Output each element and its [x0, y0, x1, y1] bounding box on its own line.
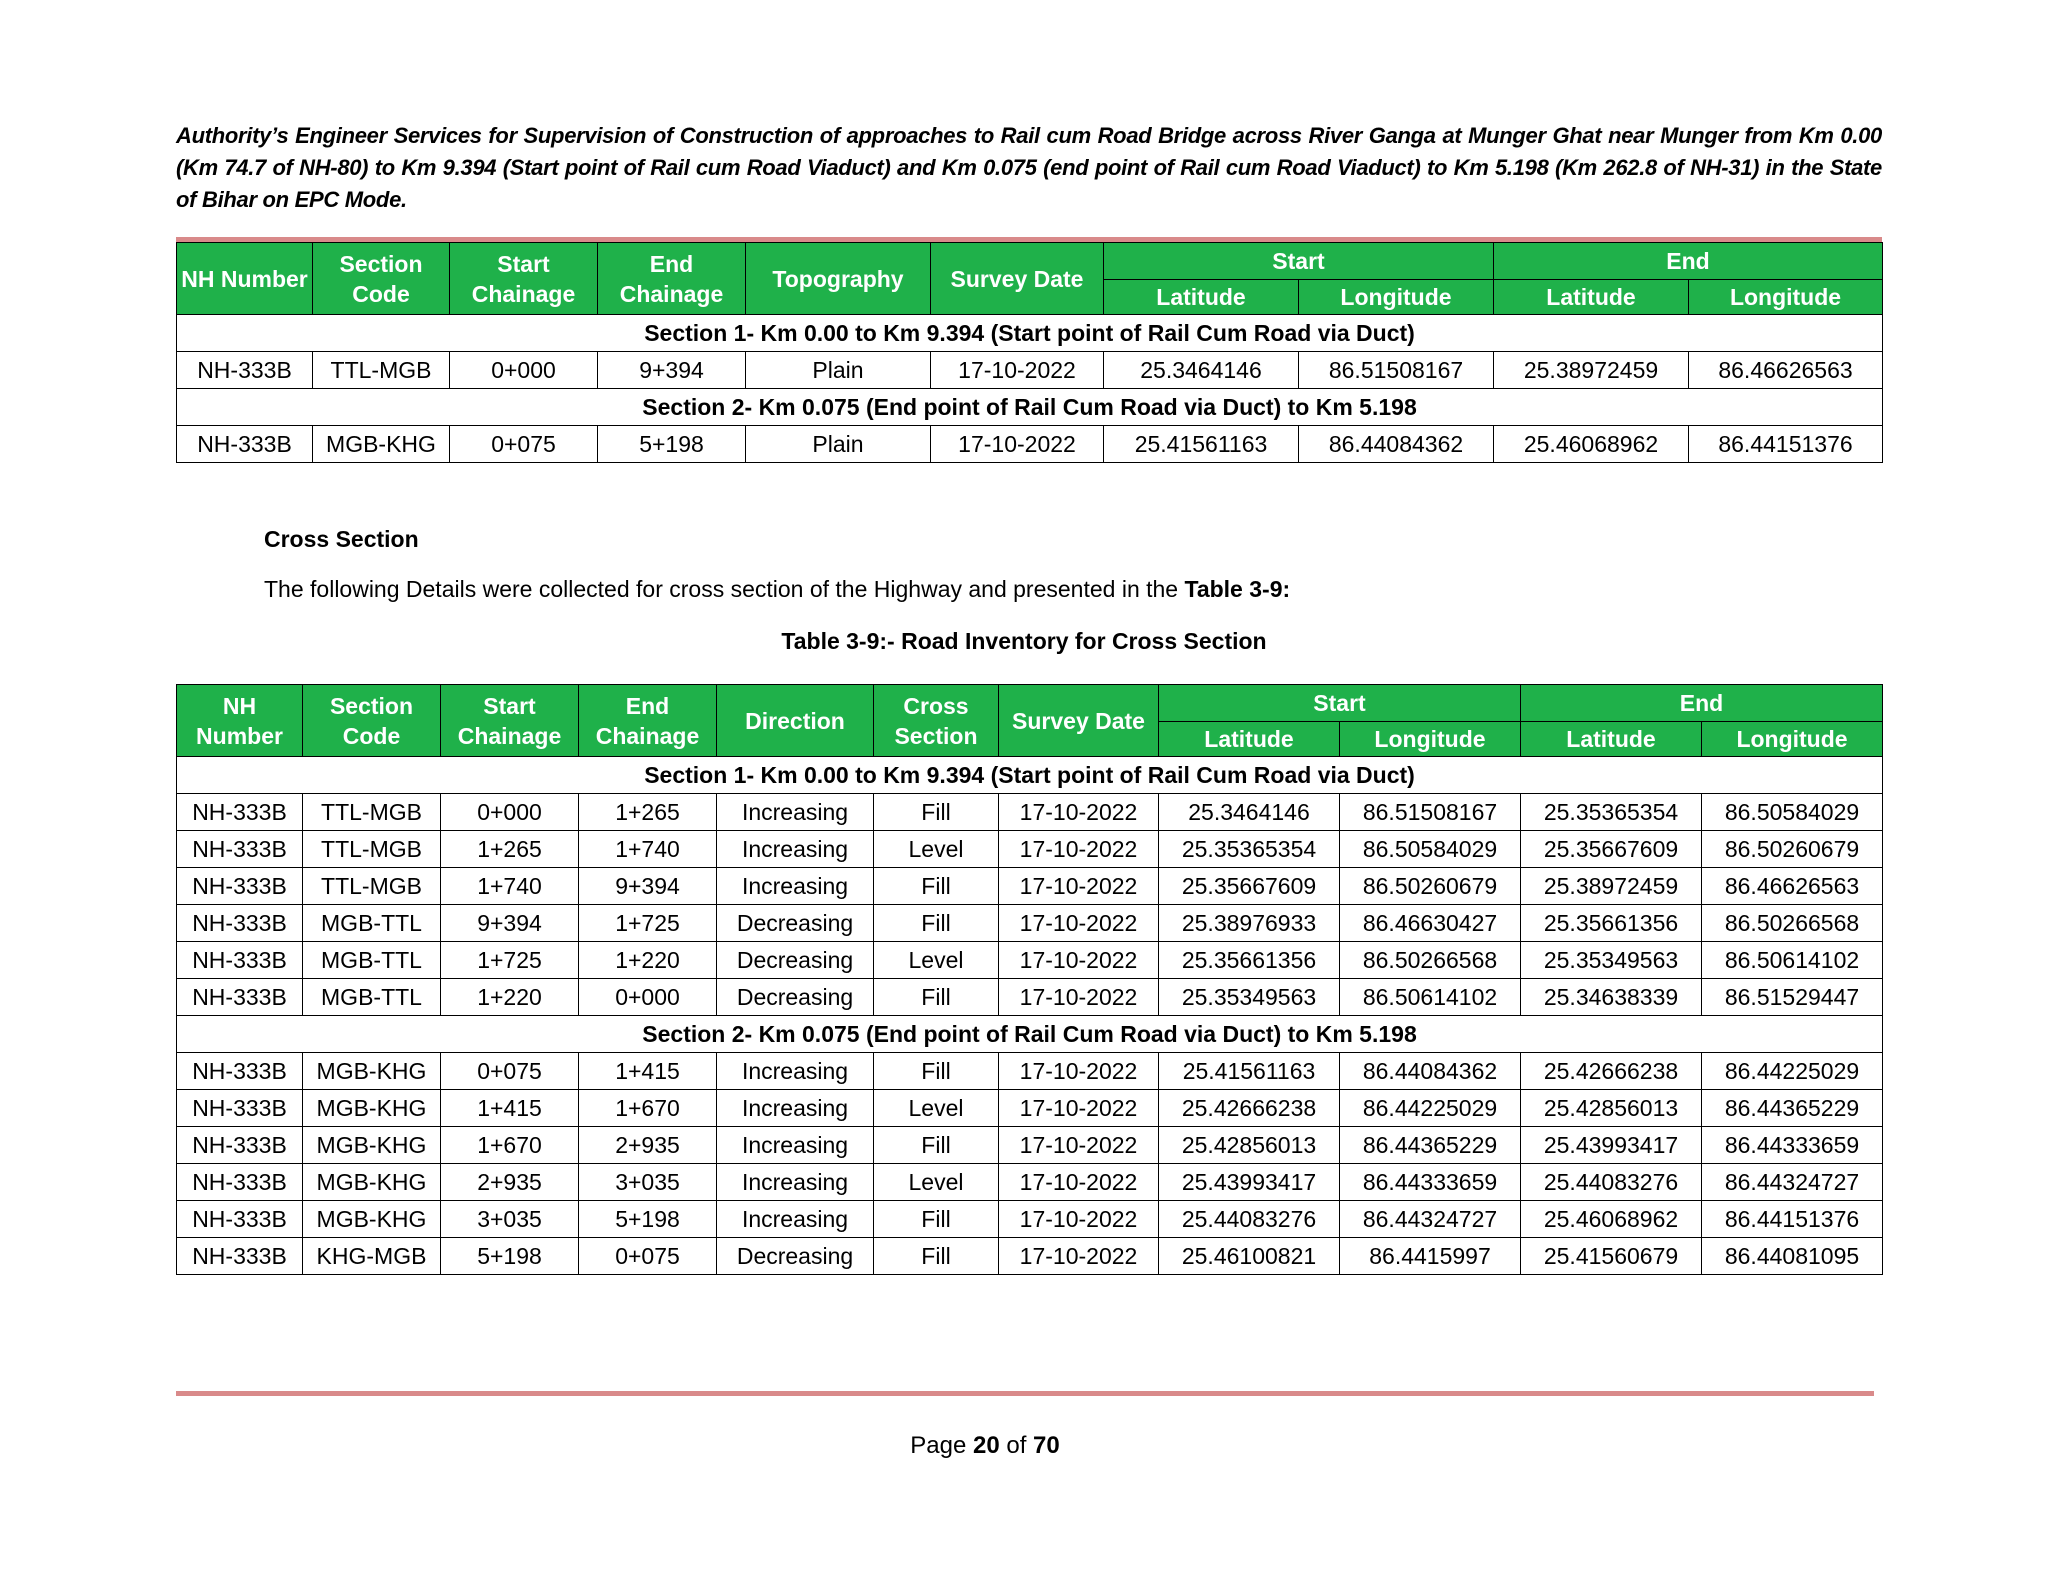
- table-cell: 25.41561163: [1104, 426, 1299, 463]
- table-cell: 25.35661356: [1159, 942, 1340, 979]
- table-cell: 25.44083276: [1521, 1164, 1702, 1201]
- table-cell: 25.38972459: [1521, 868, 1702, 905]
- table-cell: NH-333B: [177, 1238, 303, 1275]
- section-title: Section 1- Km 0.00 to Km 9.394 (Start point of Rail Cum Road via Duct): [177, 315, 1883, 352]
- table-cell: Increasing: [717, 1053, 874, 1090]
- col-nh-number: NH Number: [177, 685, 303, 757]
- col-start-longitude: Longitude: [1299, 280, 1494, 315]
- table-cell: Fill: [874, 794, 999, 831]
- table-cell: 25.3464146: [1159, 794, 1340, 831]
- table-row: [177, 905, 1883, 942]
- table-cell: Decreasing: [717, 905, 874, 942]
- table-cell: 86.51508167: [1299, 352, 1494, 389]
- table-cell: 86.44225029: [1702, 1053, 1883, 1090]
- table-cell: 1+415: [441, 1090, 579, 1127]
- col-end-chainage: End Chainage: [579, 685, 717, 757]
- table-cell: Level: [874, 1164, 999, 1201]
- table-cell: TTL-MGB: [313, 352, 450, 389]
- table-cell: NH-333B: [177, 426, 313, 463]
- table-cell: MGB-KHG: [303, 1127, 441, 1164]
- table-cell: 0+000: [450, 352, 598, 389]
- table-cell: MGB-TTL: [303, 979, 441, 1016]
- table-cell: 25.35667609: [1159, 868, 1340, 905]
- table-cell: 86.50266568: [1340, 942, 1521, 979]
- table-cell: 1+670: [441, 1127, 579, 1164]
- table-cell: 86.51529447: [1702, 979, 1883, 1016]
- table-cell: 17-10-2022: [999, 942, 1159, 979]
- table-row: [177, 942, 1883, 979]
- table-cell: Decreasing: [717, 1238, 874, 1275]
- table-cell: 3+035: [441, 1201, 579, 1238]
- table-cell: 9+394: [441, 905, 579, 942]
- table-cell: 1+415: [579, 1053, 717, 1090]
- table-cell: NH-333B: [177, 979, 303, 1016]
- table-cell: 25.35365354: [1159, 831, 1340, 868]
- table-cell: 25.42856013: [1521, 1090, 1702, 1127]
- table-cell: MGB-TTL: [303, 942, 441, 979]
- col-start-group: Start: [1159, 685, 1521, 722]
- table-cell: Fill: [874, 1201, 999, 1238]
- table-cell: KHG-MGB: [303, 1238, 441, 1275]
- table-cell: TTL-MGB: [303, 868, 441, 905]
- col-end-group: End: [1494, 243, 1883, 280]
- survey-table: [176, 242, 1883, 463]
- table-cell: MGB-TTL: [303, 905, 441, 942]
- cross-section-intro: [264, 576, 1290, 603]
- table-cell: 86.44324727: [1340, 1201, 1521, 1238]
- table-cell: Plain: [746, 352, 931, 389]
- table-cell: NH-333B: [177, 352, 313, 389]
- table-cell: 86.50260679: [1340, 868, 1521, 905]
- table-cell: 25.44083276: [1159, 1201, 1340, 1238]
- table-cell: 86.50614102: [1702, 942, 1883, 979]
- table-cell: 25.38976933: [1159, 905, 1340, 942]
- col-start-chainage: Start Chainage: [450, 243, 598, 315]
- table-cell: NH-333B: [177, 1201, 303, 1238]
- col-start-latitude: Latitude: [1159, 722, 1340, 757]
- table-row: [177, 1164, 1883, 1201]
- col-end-chainage: End Chainage: [598, 243, 746, 315]
- table-row: [177, 1090, 1883, 1127]
- table-cell: 1+220: [441, 979, 579, 1016]
- table-cell: 86.44333659: [1702, 1127, 1883, 1164]
- table-cell: 86.44324727: [1702, 1164, 1883, 1201]
- table-cell: 86.50614102: [1340, 979, 1521, 1016]
- table-cell: Increasing: [717, 831, 874, 868]
- table-row: [177, 1053, 1883, 1090]
- table-cell: 25.35667609: [1521, 831, 1702, 868]
- table-cell: 17-10-2022: [999, 868, 1159, 905]
- table-cell: 86.46630427: [1340, 905, 1521, 942]
- table-cell: Plain: [746, 426, 931, 463]
- col-end-group: End: [1521, 685, 1883, 722]
- table-cell: Fill: [874, 1238, 999, 1275]
- intro-text: The following Details were collected for cross section of the Highway and presented in the: [264, 576, 1185, 602]
- table-cell: Fill: [874, 905, 999, 942]
- table-cell: 25.35365354: [1521, 794, 1702, 831]
- table-cell: MGB-KHG: [303, 1053, 441, 1090]
- table-cell: 25.42666238: [1159, 1090, 1340, 1127]
- table-cell: 17-10-2022: [999, 905, 1159, 942]
- table-cell: NH-333B: [177, 1164, 303, 1201]
- col-start-longitude: Longitude: [1340, 722, 1521, 757]
- table-cell: NH-333B: [177, 942, 303, 979]
- table-cell: NH-333B: [177, 1053, 303, 1090]
- section-row: [177, 315, 1883, 352]
- col-end-latitude: Latitude: [1521, 722, 1702, 757]
- table-cell: 86.50584029: [1702, 794, 1883, 831]
- table-cell: NH-333B: [177, 1127, 303, 1164]
- table-cell: Increasing: [717, 1201, 874, 1238]
- page-footer: [0, 1432, 1970, 1460]
- table-cell: 17-10-2022: [999, 1201, 1159, 1238]
- table-cell: 86.46626563: [1702, 868, 1883, 905]
- table-cell: 25.35349563: [1521, 942, 1702, 979]
- cross-section-heading: Cross Section: [264, 526, 419, 552]
- table-cell: 25.35349563: [1159, 979, 1340, 1016]
- section-title: Section 2- Km 0.075 (End point of Rail Cum Road via Duct) to Km 5.198: [177, 389, 1883, 426]
- col-survey-date: Survey Date: [999, 685, 1159, 757]
- section-row: [177, 757, 1883, 794]
- total-pages: 70: [1033, 1432, 1060, 1459]
- col-start-chainage: Start Chainage: [441, 685, 579, 757]
- table-cell: NH-333B: [177, 905, 303, 942]
- table-cell: 9+394: [598, 352, 746, 389]
- table-cell: Increasing: [717, 1164, 874, 1201]
- table-cell: 17-10-2022: [999, 979, 1159, 1016]
- table-row: [177, 1238, 1883, 1275]
- table-cell: 17-10-2022: [999, 1127, 1159, 1164]
- table-row: [177, 831, 1883, 868]
- table-row: [177, 868, 1883, 905]
- col-direction: Direction: [717, 685, 874, 757]
- table-cell: 25.41560679: [1521, 1238, 1702, 1275]
- table-cell: 86.50266568: [1702, 905, 1883, 942]
- table-cell: 0+000: [579, 979, 717, 1016]
- table-cell: 86.44365229: [1702, 1090, 1883, 1127]
- table-cell: 17-10-2022: [931, 352, 1104, 389]
- table-cell: 1+725: [579, 905, 717, 942]
- table-cell: 1+265: [579, 794, 717, 831]
- table-cell: 0+075: [450, 426, 598, 463]
- section-row: [177, 1016, 1883, 1053]
- table-cell: Fill: [874, 1127, 999, 1164]
- section-title: Section 1- Km 0.00 to Km 9.394 (Start point of Rail Cum Road via Duct): [177, 757, 1883, 794]
- table-cell: Level: [874, 1090, 999, 1127]
- table-cell: 17-10-2022: [999, 831, 1159, 868]
- table-cell: 1+265: [441, 831, 579, 868]
- table-cell: MGB-KHG: [303, 1090, 441, 1127]
- table-cell: Increasing: [717, 1127, 874, 1164]
- table-cell: 86.50260679: [1702, 831, 1883, 868]
- col-section-code: Section Code: [313, 243, 450, 315]
- cross-section-table: [176, 684, 1883, 1275]
- table-caption: Table 3-9:- Road Inventory for Cross Section: [781, 628, 1267, 654]
- table-cell: NH-333B: [177, 868, 303, 905]
- table-cell: 1+740: [441, 868, 579, 905]
- table-cell: Fill: [874, 979, 999, 1016]
- table-cell: 25.3464146: [1104, 352, 1299, 389]
- col-end-latitude: Latitude: [1494, 280, 1689, 315]
- table-cell: 17-10-2022: [999, 1164, 1159, 1201]
- table-cell: NH-333B: [177, 831, 303, 868]
- table-cell: 25.46100821: [1159, 1238, 1340, 1275]
- table-cell: 86.44084362: [1299, 426, 1494, 463]
- table-cell: 0+075: [579, 1238, 717, 1275]
- table-cell: 25.34638339: [1521, 979, 1702, 1016]
- table-cell: 9+394: [579, 868, 717, 905]
- col-survey-date: Survey Date: [931, 243, 1104, 315]
- table-row: [177, 979, 1883, 1016]
- table-cell: 1+725: [441, 942, 579, 979]
- col-section-code: Section Code: [303, 685, 441, 757]
- table-cell: 86.44365229: [1340, 1127, 1521, 1164]
- table-cell: Decreasing: [717, 979, 874, 1016]
- table-cell: 25.35661356: [1521, 905, 1702, 942]
- table-cell: 86.51508167: [1340, 794, 1521, 831]
- table-cell: MGB-KHG: [303, 1201, 441, 1238]
- table-cell: 86.44081095: [1702, 1238, 1883, 1275]
- table-cell: Increasing: [717, 1090, 874, 1127]
- table-cell: 0+075: [441, 1053, 579, 1090]
- table-cell: 17-10-2022: [999, 794, 1159, 831]
- page-of-label: of: [999, 1432, 1034, 1459]
- table-cell: 86.46626563: [1689, 352, 1883, 389]
- table-cell: 17-10-2022: [999, 1053, 1159, 1090]
- page-label: Page: [910, 1432, 973, 1459]
- table-row: [177, 794, 1883, 831]
- table-cell: 86.44333659: [1340, 1164, 1521, 1201]
- table-cell: 5+198: [441, 1238, 579, 1275]
- document-header: Authority’s Engineer Services for Supervision of Construction of approaches to Rail cum Road Bridge across River Ganga at Munger Ghat near Munger from Km 0.00 (Km 74.7 of NH-80) to Km 9.394 (Start point of Rail cum Road Viaduct) and Km 0.075 (end point of Rail cum Road Viaduct) to Km 5.198 (Km 262.8 of NH-31) in the State of Bihar on EPC Mode.: [176, 123, 1882, 212]
- table-cell: 2+935: [441, 1164, 579, 1201]
- table-cell: 86.44151376: [1689, 426, 1883, 463]
- table-cell: Increasing: [717, 794, 874, 831]
- table-cell: 5+198: [598, 426, 746, 463]
- table-cell: 86.44084362: [1340, 1053, 1521, 1090]
- table-cell: 25.41561163: [1159, 1053, 1340, 1090]
- table-cell: 86.4415997: [1340, 1238, 1521, 1275]
- table-cell: 25.43993417: [1521, 1127, 1702, 1164]
- page-number: 20: [972, 1432, 1000, 1459]
- col-cross-section: Cross Section: [874, 685, 999, 757]
- table-cell: 86.50584029: [1340, 831, 1521, 868]
- footer-rule: [176, 1391, 1874, 1396]
- col-start-latitude: Latitude: [1104, 280, 1299, 315]
- section-title: Section 2- Km 0.075 (End point of Rail Cum Road via Duct) to Km 5.198: [177, 1016, 1883, 1053]
- table-cell: TTL-MGB: [303, 831, 441, 868]
- table-cell: NH-333B: [177, 1090, 303, 1127]
- table-cell: 3+035: [579, 1164, 717, 1201]
- table-row: [177, 426, 1883, 463]
- col-end-longitude: Longitude: [1689, 280, 1883, 315]
- table-row: [177, 1201, 1883, 1238]
- table-cell: MGB-KHG: [313, 426, 450, 463]
- table-cell: 1+740: [579, 831, 717, 868]
- table-cell: 17-10-2022: [999, 1090, 1159, 1127]
- table-cell: Level: [874, 831, 999, 868]
- table-cell: 25.42856013: [1159, 1127, 1340, 1164]
- col-start-group: Start: [1104, 243, 1494, 280]
- table-cell: MGB-KHG: [303, 1164, 441, 1201]
- table-cell: 25.38972459: [1494, 352, 1689, 389]
- table-cell: 0+000: [441, 794, 579, 831]
- table-cell: Fill: [874, 868, 999, 905]
- table-cell: 86.44225029: [1340, 1090, 1521, 1127]
- table-cell: 25.46068962: [1521, 1201, 1702, 1238]
- table-row: [177, 1127, 1883, 1164]
- col-topography: Topography: [746, 243, 931, 315]
- table-cell: Level: [874, 942, 999, 979]
- col-nh-number: NH Number: [177, 243, 313, 315]
- section-row: [177, 389, 1883, 426]
- table-cell: NH-333B: [177, 794, 303, 831]
- intro-table-ref: Table 3-9:: [1184, 576, 1291, 602]
- table-cell: Decreasing: [717, 942, 874, 979]
- table-cell: Fill: [874, 1053, 999, 1090]
- table-cell: 5+198: [579, 1201, 717, 1238]
- table-cell: 17-10-2022: [931, 426, 1104, 463]
- table-cell: 25.46068962: [1494, 426, 1689, 463]
- table-cell: 1+670: [579, 1090, 717, 1127]
- table-cell: 1+220: [579, 942, 717, 979]
- table-cell: 86.44151376: [1702, 1201, 1883, 1238]
- table-cell: 2+935: [579, 1127, 717, 1164]
- table-cell: 17-10-2022: [999, 1238, 1159, 1275]
- table-cell: 25.43993417: [1159, 1164, 1340, 1201]
- col-end-longitude: Longitude: [1702, 722, 1883, 757]
- table-cell: Increasing: [717, 868, 874, 905]
- table-cell: TTL-MGB: [303, 794, 441, 831]
- table-cell: 25.42666238: [1521, 1053, 1702, 1090]
- table-row: [177, 352, 1883, 389]
